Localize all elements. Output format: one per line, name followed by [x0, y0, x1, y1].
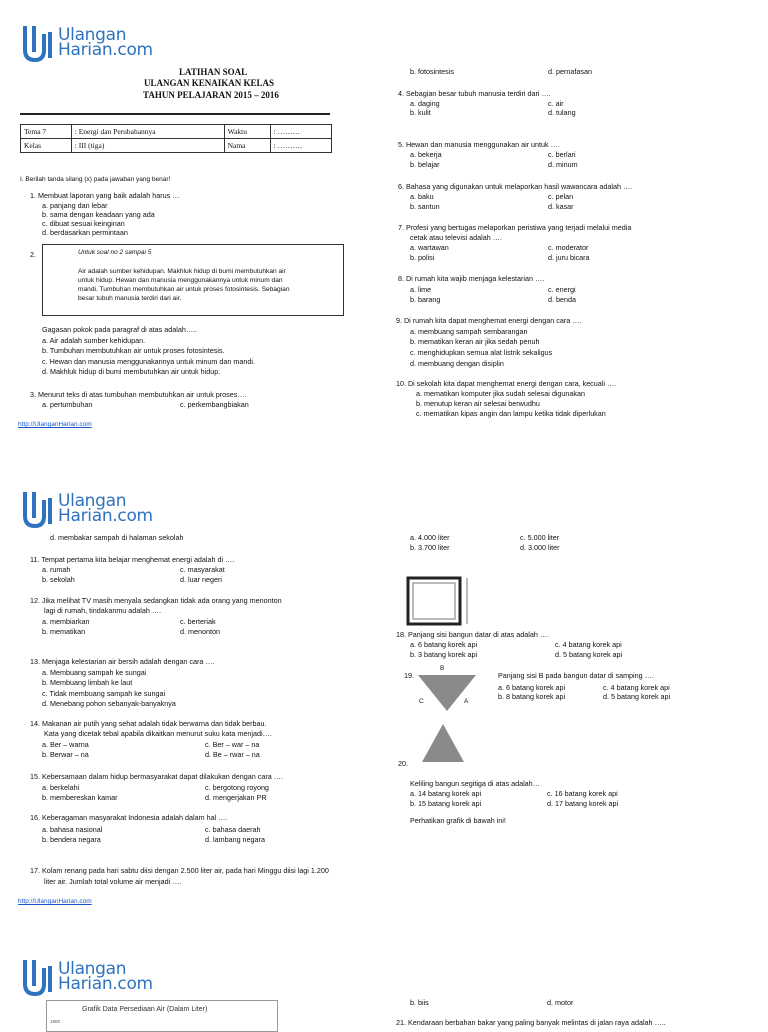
q13-text: 13. Menjaga kelestarian air bersih adalah dengan cara ….: [30, 657, 215, 666]
q15-b[interactable]: b. membereskan kamar: [42, 793, 118, 802]
q20-c[interactable]: c. 16 batang korek api: [547, 789, 618, 798]
q20-d[interactable]: d. 17 batang korek api: [547, 799, 619, 808]
q14-c[interactable]: c. Ber – war – na: [205, 740, 260, 749]
q13-d[interactable]: d. Menebang pohon sebanyak-banyaknya: [42, 699, 176, 708]
page-gap-2: [0, 925, 768, 939]
q16-d[interactable]: d. lambang negara: [205, 835, 265, 844]
q14-text1: 14. Makanan air putih yang sehat adalah tidak berwarna dan tidak berbau.: [30, 719, 267, 728]
q1-c[interactable]: c. dibuat sesuai keinginan: [42, 219, 125, 228]
q7-text1: 7. Profesi yang bertugas melaporkan peristiwa yang terjadi melalui media: [398, 223, 632, 232]
q20-number: 20.: [398, 759, 408, 768]
page-gap-1: [0, 448, 768, 462]
q1-d[interactable]: d. berdasarkan permintaan: [42, 228, 128, 237]
q14-d[interactable]: d. Be – rwar – na: [205, 750, 260, 759]
q18-d[interactable]: d. 5 batang korek api: [555, 650, 623, 659]
q9-text: 9. Di rumah kita dapat menghemat energi dengan cara ….: [396, 316, 582, 325]
q16-c[interactable]: c. bahasa daerah: [205, 825, 261, 834]
brand-line1: Ulangan: [58, 25, 127, 45]
q10-c[interactable]: c. mematikan kipas angin dan lampu ketika tidak diperlukan: [416, 409, 606, 418]
tema-value: : Energi dan Perubahannya: [71, 125, 224, 139]
q16-a[interactable]: a. bahasa nasional: [42, 825, 103, 834]
q2-c[interactable]: c. Hewan dan manusia menggunakannya untuk minum dan mandi.: [42, 357, 255, 366]
q18-b[interactable]: b. 3 batang korek api: [410, 650, 478, 659]
q16-text: 16. Keberagaman masyarakat Indonesia adalah dalam hal ….: [30, 813, 228, 822]
logo-mark-icon: [22, 24, 56, 62]
chart-title: Grafik Data Persediaan Air (Dalam Liter): [82, 1006, 208, 1013]
q14-a[interactable]: a. Ber – warna: [42, 740, 89, 749]
q11-b[interactable]: b. sekolah: [42, 575, 75, 584]
inverted-triangle-figure: [416, 673, 478, 713]
q6-c[interactable]: c. pelan: [548, 192, 574, 201]
q19-label-a: A: [464, 698, 469, 705]
passage-line1: Air adalah sumber kehidupan. Makhluk hidup di bumi membutuhkan air: [78, 268, 286, 275]
q9-c[interactable]: c. menghidupkan semua alat listrik sekaligus: [410, 348, 553, 357]
q19-b[interactable]: b. 8 batang korek api: [498, 692, 566, 701]
q21-text: 21. Kendaraan berbahan bakar yang paling banyak melintas di jalan raya adalah …..: [396, 1018, 666, 1027]
q1-b[interactable]: b. sama dengan keadaan yang ada: [42, 210, 155, 219]
q2-number: 2.: [30, 250, 36, 259]
q14-b[interactable]: b. Berwar – na: [42, 750, 89, 759]
q19-label-b: B: [440, 665, 445, 672]
q4-b[interactable]: b. kulit: [410, 108, 431, 117]
q13-c[interactable]: c. Tidak membuang sampah ke sungai: [42, 689, 166, 698]
tema-label: Tema 7: [21, 125, 72, 139]
title-latihan: LATIHAN SOAL: [179, 67, 248, 77]
q5-c[interactable]: c. berlari: [548, 150, 576, 159]
q13-a[interactable]: a. Membuang sampah ke sungai: [42, 668, 147, 677]
q11-text: 11. Tempat pertama kita belajar menghemat energi adalah di ….: [30, 555, 235, 564]
passage-line2: untuk hidup. Hewan dan manusia menggunakannya untuk minum dan: [78, 277, 283, 284]
q15-text: 15. Kebersamaan dalam hidup bermasyarakat dapat dilakukan dengan cara ….: [30, 772, 283, 781]
logo-mark-icon: [22, 958, 56, 996]
p3-d[interactable]: d. motor: [547, 998, 574, 1007]
header-divider: [20, 113, 330, 115]
q7-c[interactable]: c. moderator: [548, 243, 589, 252]
site-logo-3: [22, 958, 153, 996]
waktu-label: Waktu: [224, 125, 270, 139]
identity-table: [20, 124, 332, 153]
q8-text: 8. Di rumah kita wajib menjaga kelestarian ….: [398, 274, 545, 283]
q1-a[interactable]: a. panjang dan lebar: [42, 201, 108, 210]
logo-mark-icon: [22, 490, 56, 528]
q17-text2: liter air. Jumlah total volume air menjadi ….: [44, 877, 182, 886]
q20-b[interactable]: b. 15 batang korek api: [410, 799, 482, 808]
q6-text: 6. Bahasa yang digunakan untuk melaporkan hasil wawancara adalah ….: [398, 182, 633, 191]
q5-a[interactable]: a. bekerja: [410, 150, 442, 159]
q17-c[interactable]: c. 5.000 liter: [520, 533, 560, 542]
q3-text: 3. Menurut teks di atas tumbuhan membutuhkan air untuk proses….: [30, 390, 247, 399]
instruction: I. Berilah tanda silang (x) pada jawaban yang benar!: [20, 176, 171, 183]
nama-label: Nama: [224, 139, 270, 153]
q10-d[interactable]: d. membakar sampah di halaman sekolah: [50, 533, 184, 542]
q3-a[interactable]: a. pertumbuhan: [42, 400, 93, 409]
q4-a[interactable]: a. daging: [410, 99, 440, 108]
q5-b[interactable]: b. belajar: [410, 160, 440, 169]
footer-link-1[interactable]: http://UlanganHarian.com: [18, 421, 92, 428]
q5-text: 5. Hewan dan manusia menggunakan air untuk ….: [398, 140, 560, 149]
q12-d[interactable]: d. menonton: [180, 627, 220, 636]
q19-c[interactable]: c. 4 batang korek api: [603, 683, 670, 692]
q6-d[interactable]: d. kasar: [548, 202, 574, 211]
q5-d[interactable]: d. minum: [548, 160, 578, 169]
title-tahun: TAHUN PELAJARAN 2015 – 2016: [143, 90, 279, 100]
q10-a[interactable]: a. mematikan komputer jika sudah selesai digunakan: [416, 389, 586, 398]
q19-label-c: C: [419, 698, 424, 705]
brand-line2: Harian.com: [58, 40, 153, 60]
q3-b[interactable]: b. fotosintesis: [410, 67, 454, 76]
q3-c[interactable]: c. perkembangbiakan: [180, 400, 249, 409]
q19-a[interactable]: a. 6 batang korek api: [498, 683, 566, 692]
q13-b[interactable]: b. Membuang limbah ke laut: [42, 678, 133, 687]
q20-note: Perhatikan grafik di bawah ini!: [410, 816, 506, 825]
kelas-label: Kelas: [21, 139, 72, 153]
q10-b[interactable]: b. menutup keran air selesai berwudhu: [416, 399, 540, 408]
q2-a[interactable]: a. Air adalah sumber kehidupan.: [42, 336, 146, 345]
q19-number: 19.: [404, 671, 414, 680]
q15-a[interactable]: a. berkelahi: [42, 783, 80, 792]
waktu-value: : ………: [270, 125, 331, 139]
q6-a[interactable]: a. baku: [410, 192, 434, 201]
nama-value: : ……….: [270, 139, 331, 153]
p3-b[interactable]: b. biis: [410, 998, 429, 1007]
q16-b[interactable]: b. bendera negara: [42, 835, 101, 844]
q17-d[interactable]: d. 3.000 liter: [520, 543, 560, 552]
q7-text2: cetak atau televisi adalah ….: [410, 233, 502, 242]
q7-a[interactable]: a. wartawan: [410, 243, 449, 252]
q17-b[interactable]: b. 3.700 liter: [410, 543, 450, 552]
q4-c[interactable]: c. air: [548, 99, 564, 108]
site-logo: [22, 24, 153, 62]
brand-line2-3: Harian.com: [58, 974, 153, 994]
q1-text: 1. Membuat laporan yang baik adalah harus …: [30, 191, 180, 200]
q19-text: Panjang sisi B pada bangun datar di samping ….: [498, 671, 654, 680]
q18-c[interactable]: c. 4 batang korek api: [555, 640, 622, 649]
footer-link-2[interactable]: http://UlanganHarian.com: [18, 898, 92, 905]
square-figure: [405, 575, 471, 631]
q12-a[interactable]: a. membiarkan: [42, 617, 90, 626]
q6-b[interactable]: b. santun: [410, 202, 440, 211]
q2-text: Gagasan pokok pada paragraf di atas adalah…..: [42, 325, 198, 334]
q18-text: 18. Panjang sisi bangun datar di atas adalah ….: [396, 630, 550, 639]
q3-d[interactable]: d. pernafasan: [548, 67, 592, 76]
q10-text: 10. Di sekolah kita dapat menghemat energi dengan cara, kecuali ….: [396, 379, 617, 388]
brand-line1-3: Ulangan: [58, 959, 127, 979]
q7-d[interactable]: d. juru bicara: [548, 253, 590, 262]
q20-text: Keliling bangun segitiga di atas adalah…: [410, 779, 540, 788]
q15-c[interactable]: c. bergotong royong: [205, 783, 269, 792]
q17-a[interactable]: a. 4.000 liter: [410, 533, 450, 542]
q12-text2: lagi di rumah, tindakanmu adalah ….: [44, 606, 162, 615]
q2-b[interactable]: b. Tumbuhan membutuhkan air untuk proses fotosintesis.: [42, 346, 225, 355]
q4-d[interactable]: d. tulang: [548, 108, 576, 117]
q9-b[interactable]: b. mematikan keran air jika sedah penuh: [410, 337, 540, 346]
q12-text1: 12. Jika melihat TV masih menyala sedangkan tidak ada orang yang menonton: [30, 596, 282, 605]
q20-a[interactable]: a. 14 batang korek api: [410, 789, 482, 798]
q7-b[interactable]: b. polisi: [410, 253, 435, 262]
passage-title: Untuk soal no 2 sampai 5: [78, 249, 152, 256]
triangle-figure: [420, 722, 466, 764]
brand-line1-2: Ulangan: [58, 491, 127, 511]
passage-line4: besar tubuh manusia terdiri dari air.: [78, 295, 182, 302]
q9-a[interactable]: a. membuang sampah sembarangan: [410, 327, 528, 336]
q8-b[interactable]: b. barang: [410, 295, 441, 304]
passage-line3: mandi. Tumbuhan membutuhkan air untuk proses fotosintesis. Sebagian: [78, 286, 290, 293]
brand-line2-2: Harian.com: [58, 506, 153, 526]
q11-c[interactable]: c. masyarakat: [180, 565, 225, 574]
q11-d[interactable]: d. luar negeri: [180, 575, 222, 584]
site-logo-2: [22, 490, 153, 528]
q8-c[interactable]: c. energi: [548, 285, 576, 294]
chart-tick: 1800: [50, 1019, 61, 1024]
q8-d[interactable]: d. benda: [548, 295, 576, 304]
q18-a[interactable]: a. 6 batang korek api: [410, 640, 478, 649]
q9-d[interactable]: d. membuang dengan disiplin: [410, 359, 504, 368]
q11-a[interactable]: a. rumah: [42, 565, 71, 574]
q14-text2: Kata yang dicetak tebal apabila dikaitkan menurut suku kata menjadi….: [44, 729, 272, 738]
q15-d[interactable]: d. mengerjakan PR: [205, 793, 267, 802]
q2-d[interactable]: d. Makhluk hidup di bumi membutuhkan air untuk hidup.: [42, 367, 221, 376]
kelas-value: : III (tiga): [71, 139, 224, 153]
q19-d[interactable]: d. 5 batang korek api: [603, 692, 671, 701]
title-ulangan: ULANGAN KENAIKAN KELAS: [144, 78, 275, 88]
q8-a[interactable]: a. lime: [410, 285, 432, 294]
q12-c[interactable]: c. berteriak: [180, 617, 216, 626]
q4-text: 4. Sebagian besar tubuh manusia terdiri dari ….: [398, 89, 551, 98]
q17-text1: 17. Kolam renang pada hari sabtu diisi dengan 2.500 liter air, pada hari Minggu diisi lagi 1.200: [30, 866, 329, 875]
q12-b[interactable]: b. mematikan: [42, 627, 86, 636]
